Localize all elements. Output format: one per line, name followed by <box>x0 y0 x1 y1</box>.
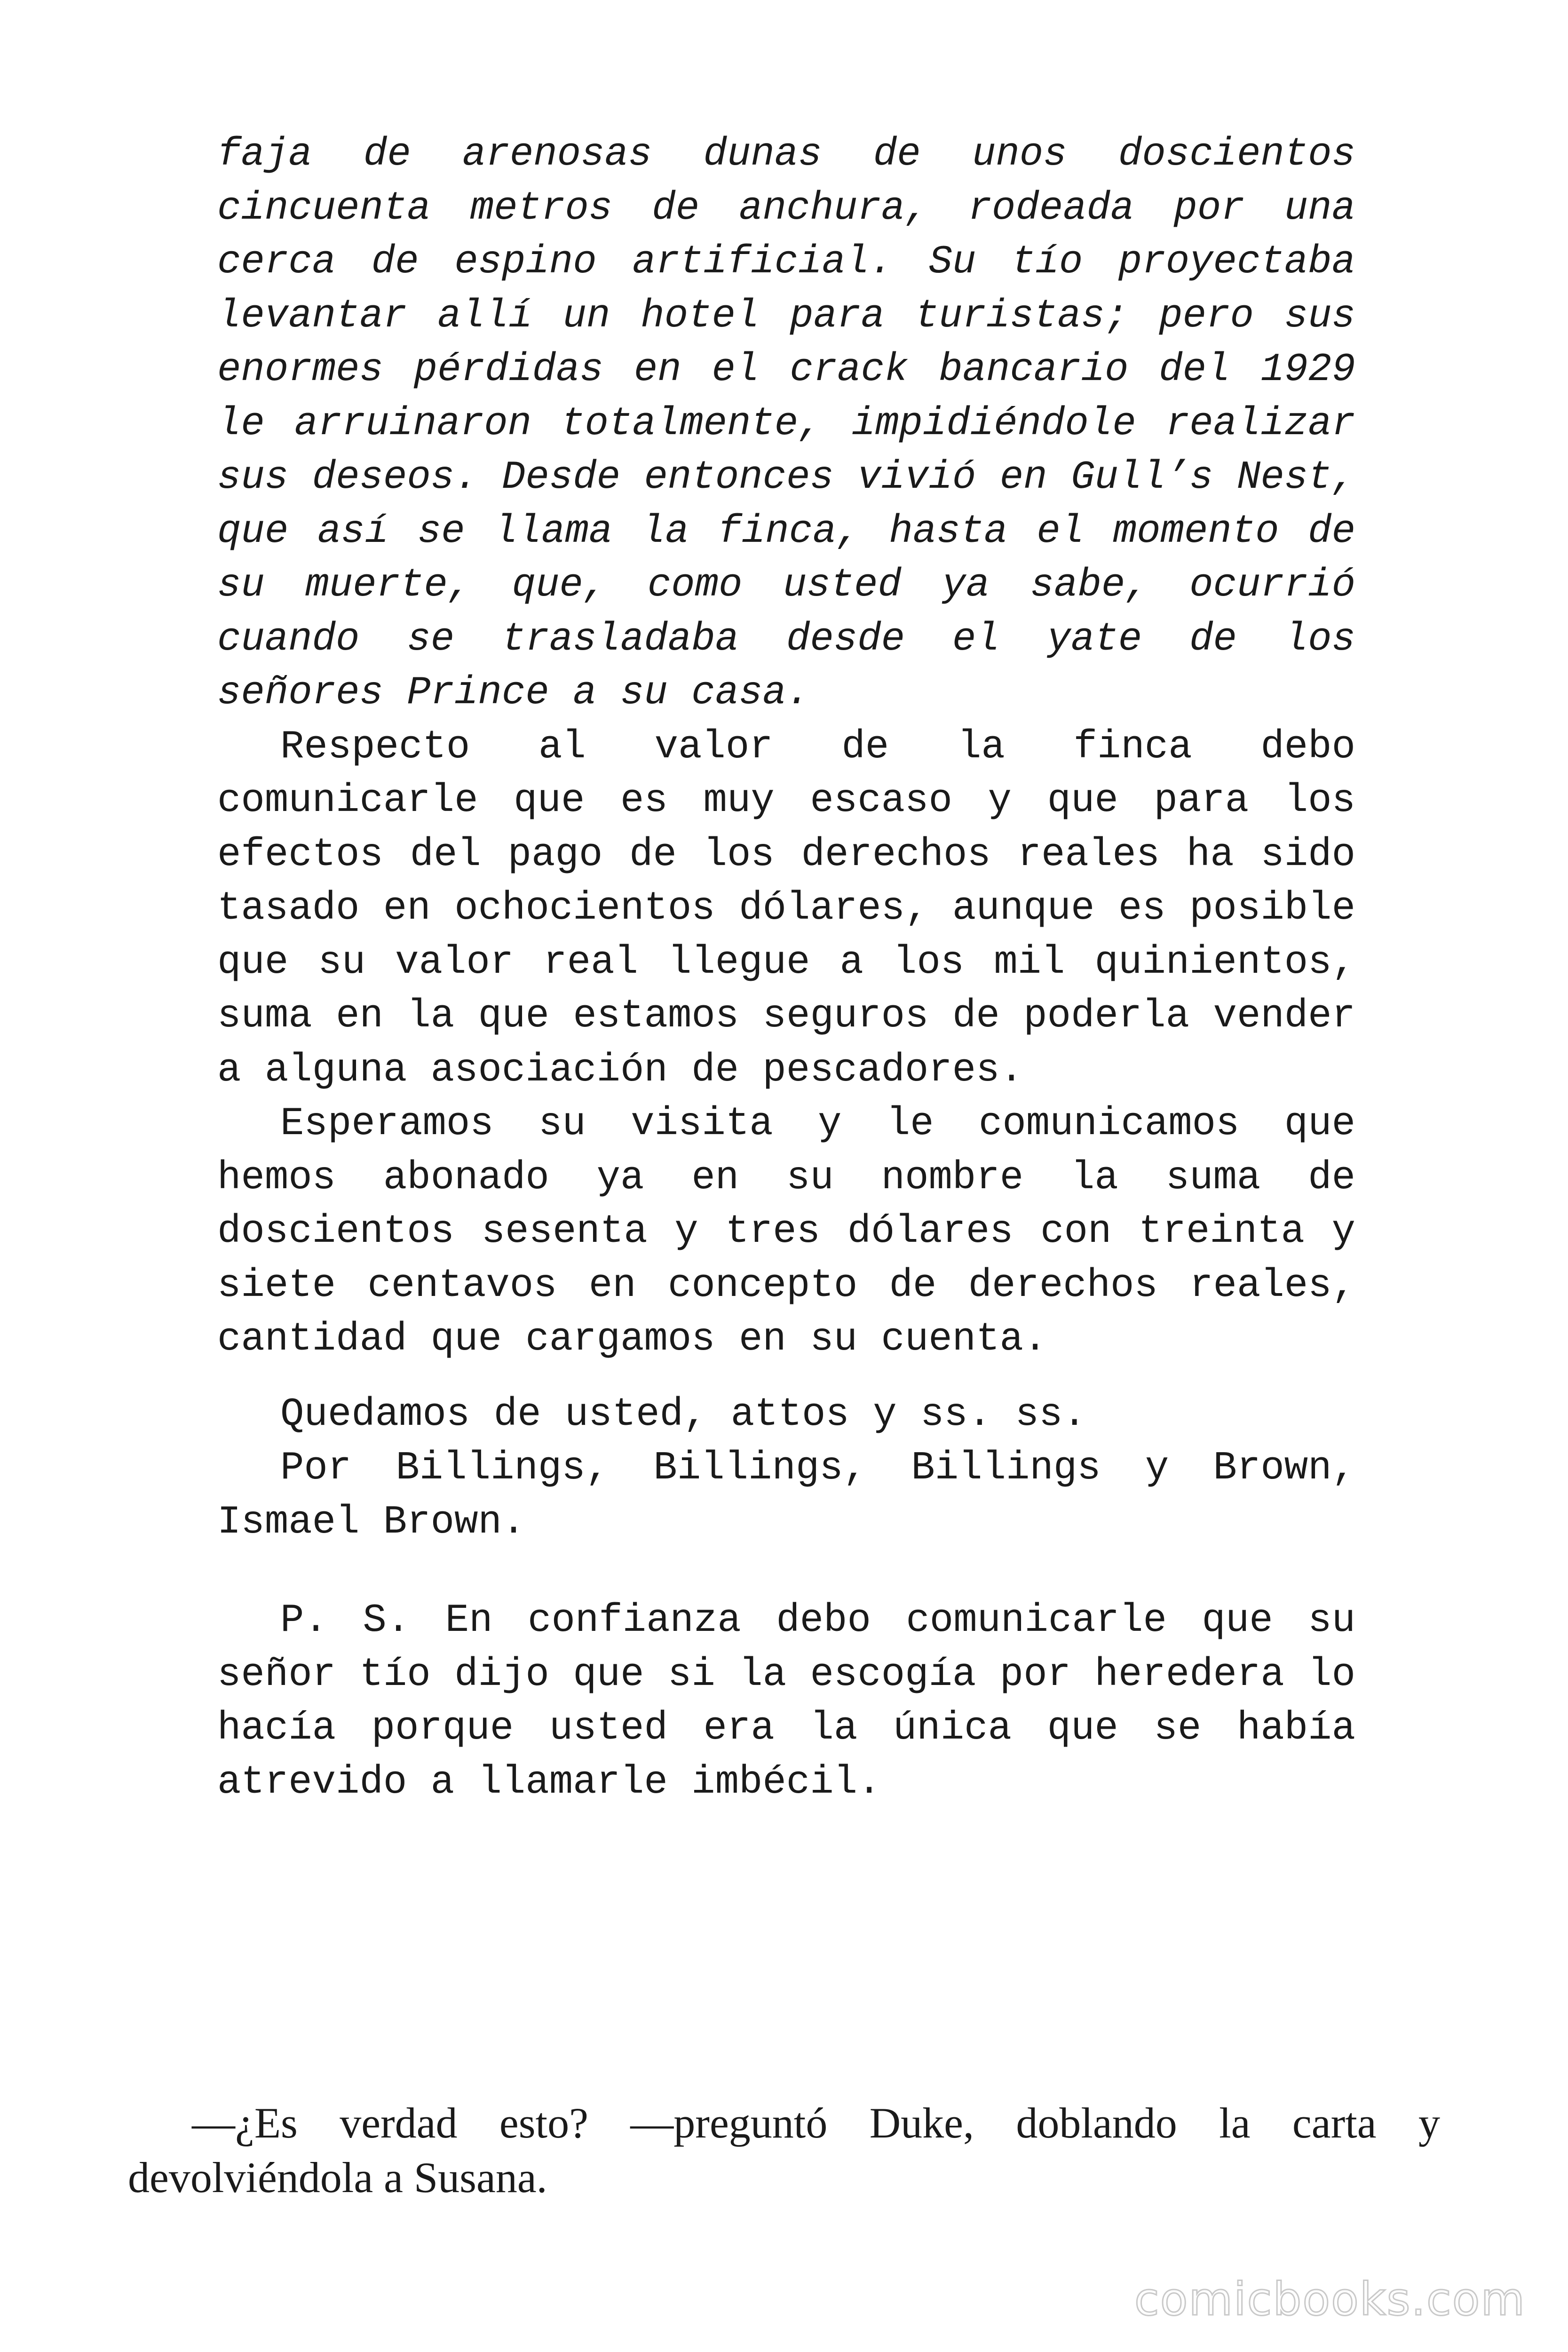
letter-paragraph-visit: Esperamos su visita y le comunicamos que hemos abonado ya en su nombre la suma de doscientos sesenta y tres dólares con treinta y siete centavos en concepto de derechos reales, cantidad que cargamos en su cuenta. <box>217 1102 1355 1362</box>
letter-paragraph-property-value: Respecto al valor de la finca debo comunicarle que es muy escaso y que para los efectos del pago de los derechos reales ha sido tasado en ochocientos dólares, aunque es posible que su valor real llegue a los mil quinientos, suma en la que estamos seguros de poderla vender a alguna asociación de pescadores. <box>217 724 1355 1093</box>
letter-signature: Por Billings, Billings, Billings y Brown, Ismael Brown. <box>217 1446 1355 1545</box>
letter-postscript: P. S. En confianza debo comunicarle que su señor tío dijo que si la escogía por heredera lo hacía porque usted era la única que se había atrevido a llamarle imbécil. <box>217 1598 1355 1805</box>
letter-paragraph-italic: faja de arenosas dunas de unos doscientos cincuenta metros de anchura, rodeada por una cerca de espino artificial. Su tío proyectaba levantar allí un hotel para turistas; pero sus enormes pérdidas en el crack bancario del 1929 le arruinaron totalmente, impidiéndole realizar sus deseos. Desde entonces vivió en Gull’s Nest, que así se llama la finca, hasta el momento de su muerte, que, como usted ya sabe, ocurrió cuando se trasladaba desde el yate de los señores Prince a su casa. <box>217 132 1355 715</box>
quoted-letter <box>217 128 1355 1810</box>
watermark-logo: comicbooks.com <box>1134 2273 1526 2326</box>
narration-text: —¿Es verdad esto? —preguntó Duke, doblando la carta y devolviéndola a Susana. <box>128 2099 1440 2201</box>
letter-closing: Quedamos de usted, attos y ss. ss. <box>280 1392 1086 1437</box>
narration-paragraph <box>128 2096 1440 2205</box>
